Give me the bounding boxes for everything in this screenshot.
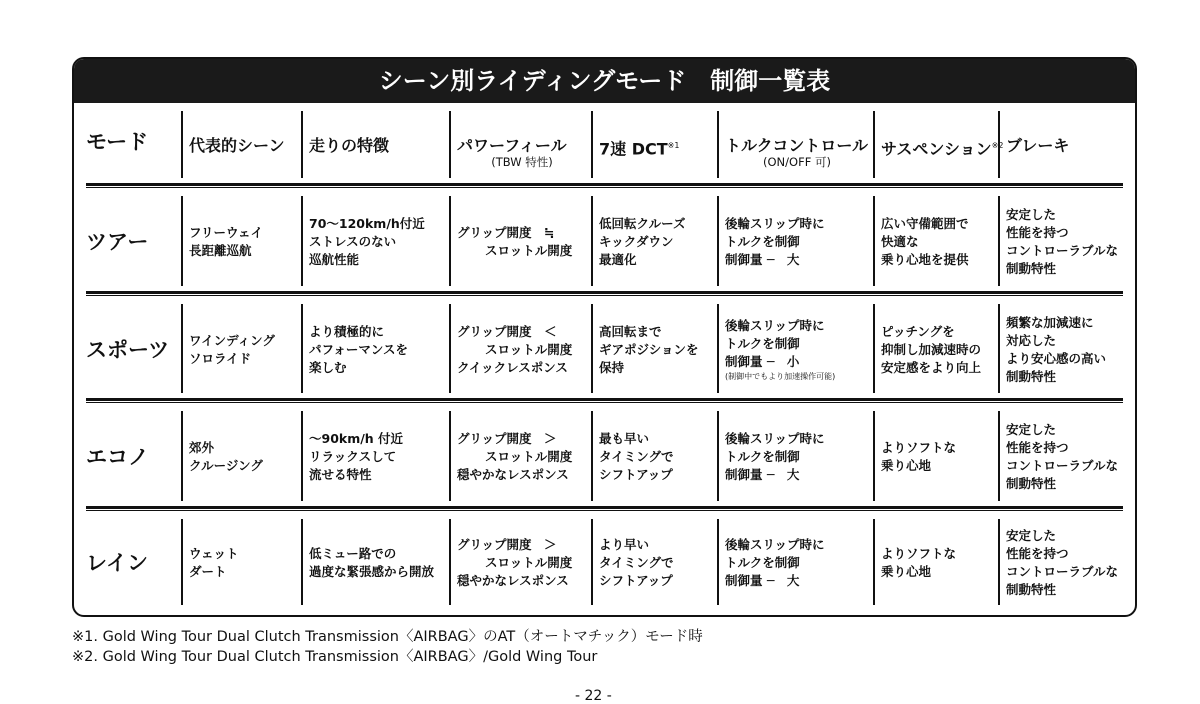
table-cell [717,188,873,296]
mode-name: ツアー [86,230,149,254]
header-label: ブレーキ [1006,136,1070,155]
cell-text-line: 制動特性 [1006,261,1057,276]
table-cell [301,296,449,403]
cell-text-line: 乗り心地 [881,458,932,473]
table-grid [74,103,1135,615]
cell-text-line: フリーウェイ [189,225,264,240]
header-label: サスペンション [881,139,992,159]
cell-text-line: 過度な緊張感から開放 [309,564,435,579]
header-label: 7速 DCT [599,139,668,159]
cell-text-line: 制御量 ─ 大 [725,252,800,267]
cell-text-line: ワインディング [189,332,275,348]
header-row [74,103,1135,188]
cell-text-line: 長距離巡航 [189,243,252,258]
table-row [74,188,1135,296]
header-footnote-mark: ※1 [667,141,680,150]
cell-text-line: 安定した [1006,422,1057,437]
cell-text-line: トルクを制御 [725,449,800,464]
cell-text-line: タイミングで [599,449,674,464]
mode-name: レイン [86,551,148,575]
cell-text-line: 後輪スリップ時に [725,537,825,552]
cell-text-line: ウェット [189,546,239,561]
table-cell [181,188,301,296]
cell-text-line: 最適化 [599,252,637,267]
cell-text-line: 快適な [881,234,919,249]
cell-text-line: 巡航性能 [309,252,360,267]
cell-text-line: 頻繁な加減速に [1006,314,1094,330]
cell-text-line: スロットル開度 [485,555,573,570]
cell-text-line: 低ミュー路での [309,546,397,561]
cell-text-line: 後輪スリップ時に [725,216,825,231]
header-footnote-mark: ※2 [991,141,1004,150]
table-cell [449,511,591,615]
table-cell [591,511,717,615]
cell-text-line: 最も早い [599,431,650,446]
cell-text-line: 安定感をより向上 [881,359,982,375]
table-cell [873,296,998,403]
header-sublabel: (ON/OFF 可) [763,155,831,169]
header-label: パワーフィール [457,136,567,155]
header-label: モード [86,130,149,154]
cell-text-line: 流せる特性 [309,467,372,482]
cell-text-line: ギアポジションを [599,341,699,357]
cell-text-line: スロットル開度 [485,243,573,258]
cell-text-line: 性能を持つ [1006,225,1069,240]
cell-text-line: スロットル開度 [485,341,573,357]
header-label: 走りの特徴 [309,136,390,155]
cell-text-line: トルクを制御 [725,555,800,570]
column-header [717,103,873,188]
cell-text-line: リラックスして [309,449,397,464]
table-cell [998,188,1135,296]
cell-text-line: より安心感の高い [1006,350,1107,366]
cell-text-line: コントローラブルな [1006,458,1119,473]
cell-text-line: 穏やかなレスポンス [457,467,569,482]
table-cell [301,188,449,296]
page-number: - 22 - [575,688,612,704]
table-cell [301,511,449,615]
column-header [181,103,301,188]
cell-text-line: ソロライド [189,350,252,366]
footnote-1: ※1. Gold Wing Tour Dual Clutch Transmission〈AIRBAG〉のAT（オートマチック）モード時 [72,629,703,645]
cell-text-line: 広い守備範囲で [881,216,969,231]
cell-text-line: 乗り心地 [881,564,932,579]
cell-text-line: 対応した [1006,332,1057,348]
cell-text-line: ストレスのない [309,234,397,249]
cell-text-line: 性能を持つ [1006,546,1069,561]
table-cell [591,403,717,511]
mode-name: エコノ [86,445,149,469]
table-cell [181,403,301,511]
cell-text-line: よりソフトな [881,440,957,455]
table-cell [873,403,998,511]
table-cell [449,403,591,511]
cell-text-line: コントローラブルな [1006,243,1119,258]
cell-text-line: よりソフトな [881,546,957,561]
cell-text-line: より積極的に [309,323,385,339]
header-label: トルクコントロール [725,136,869,155]
table-cell [998,403,1135,511]
table-row [74,403,1135,511]
table-cell [591,296,717,403]
cell-text-line: キックダウン [599,234,674,249]
cell-text-line: ダート [189,564,227,579]
cell-text-line: シフトアップ [599,573,673,588]
cell-text-line: より早い [599,537,650,552]
cell-text-line: グリップ開度 ＞ [457,537,557,552]
footnote-2: ※2. Gold Wing Tour Dual Clutch Transmission〈AIRBAG〉/Gold Wing Tour [72,649,598,665]
table-cell [301,403,449,511]
cell-text-line: 制御量 ─ 小 [725,353,800,369]
table-cell [181,511,301,615]
cell-text-line: スロットル開度 [485,449,573,464]
cell-text-line: クルージング [189,458,263,473]
cell-text-line: シフトアップ [599,467,673,482]
cell-text-line: (制御中でもより加速操作可能) [725,371,836,381]
cell-text-line: パフォーマンスを [309,341,409,357]
header-label-wrap [599,137,713,158]
cell-text-line: 70～120km/h付近 [309,216,425,231]
table-cell [717,296,873,403]
cell-text-line: 郊外 [189,440,215,455]
header-sublabel: (TBW 特性) [491,155,553,169]
cell-text-line: トルクを制御 [725,234,800,249]
cell-text-line: 安定した [1006,528,1057,543]
table-cell [873,188,998,296]
cell-text-line: 制御量 ─ 大 [725,467,800,482]
table-row [74,296,1135,403]
cell-text-line: 制動特性 [1006,368,1057,384]
cell-text-line: 抑制し加減速時の [881,341,982,357]
table-cell [717,511,873,615]
column-header [873,103,1004,188]
cell-text-line: タイミングで [599,555,674,570]
cell-text-line: 制御量 ─ 大 [725,573,800,588]
cell-text-line: 安定した [1006,207,1057,222]
cell-text-line: 乗り心地を提供 [881,252,969,267]
column-header [998,103,1135,188]
header-label: 代表的シーン [189,136,285,155]
cell-text-line: クイックレスポンス [457,359,568,375]
cell-text-line: 後輪スリップ時に [725,317,825,333]
mode-control-table [72,57,1137,617]
table-cell [449,296,591,403]
table-cell [449,188,591,296]
cell-text-line: 高回転まで [599,323,662,339]
table-cell [591,188,717,296]
header-label-wrap [881,137,1004,159]
column-header [74,103,181,188]
table-cell [873,511,998,615]
cell-text-line: ピッチングを [881,323,955,339]
cell-text-line: グリップ開度 ≒ [457,225,555,240]
table-cell [998,511,1135,615]
cell-text-line: 穏やかなレスポンス [457,573,569,588]
table-cell [998,296,1135,403]
cell-text-line: 低回転クルーズ [599,216,686,231]
cell-text-line: 制動特性 [1006,476,1057,491]
cell-text-line: グリップ開度 ＞ [457,431,557,446]
cell-text-line: グリップ開度 ＜ [457,323,557,339]
cell-text-line: ～90km/h 付近 [309,431,404,446]
cell-text-line: コントローラブルな [1006,564,1119,579]
cell-text-line: 性能を持つ [1006,440,1069,455]
column-header [449,103,591,188]
table-row [74,511,1135,615]
table-cell [717,403,873,511]
column-header [301,103,449,188]
column-header [591,103,717,188]
table-cell [181,296,301,403]
cell-text-line: 制動特性 [1006,582,1057,597]
table-title: シーン別ライディングモード 制御一覧表 [74,59,1135,103]
footnotes [72,627,703,667]
cell-text-line: 楽しむ [309,359,347,375]
cell-text-line: 後輪スリップ時に [725,431,825,446]
mode-name: スポーツ [86,337,170,362]
cell-text-line: 保持 [599,359,625,375]
cell-text-line: トルクを制御 [725,335,800,351]
